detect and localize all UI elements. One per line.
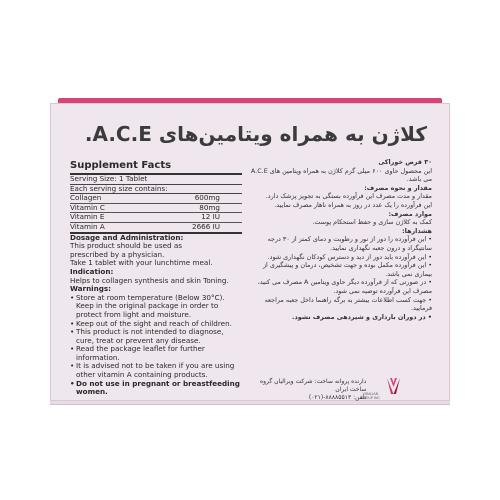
facts-name: Vitamin E	[70, 212, 105, 222]
warning-item: • Read the package leaflet for further information.	[70, 345, 242, 362]
persian-dosage-line: مقدار و مدت مصرف این فرآورده بستگی به تجویز پزشک دارد.	[265, 192, 432, 201]
serving-size: Serving Size: 1 Tablet	[70, 175, 242, 185]
facts-amount: 2666 IU	[192, 221, 220, 231]
phone-number: تلفن: ۸۸۸۸۵۵۱۳-(۰۲۱)	[308, 394, 367, 401]
persian-warning: • این فرآورده باید دور از دید و دسترس کودکان نگهداری شود.	[248, 253, 432, 262]
persian-usage-text: کمک به کلاژن سازی و حفظ استحکام پوست.	[312, 218, 432, 227]
dosage-heading: Dosage and Administration:	[70, 232, 184, 242]
persian-warning: • این فرآورده را دور از نور و رطوبت و دمای کمتر از ۳۰ درجه سانتیگراد و درون جعبه نگهداری نمایید.	[248, 235, 432, 252]
dosage-line: prescribed by a physician.	[70, 249, 165, 259]
facts-amount: 600mg	[194, 193, 220, 203]
persian-warnings-heading: هشدارها:	[402, 226, 432, 235]
facts-row-vitamin-a	[70, 223, 242, 234]
facts-amount: 80mg	[199, 202, 220, 212]
persian-intro: این محصول حاوی ۶۰۰ میلی گرم کلاژن به همراه ویتامین های A.C.E می باشد.	[250, 166, 432, 184]
persian-dosage-heading: مقدار و نحوه مصرف:	[364, 183, 432, 192]
persian-warning: • در دوران بارداری و شیردهی مصرف نشود.	[248, 313, 432, 322]
indication-heading: Indication:	[70, 266, 114, 276]
persian-warning: • این فرآورده مکمل بوده و جهت تشخیص، درمان و پیشگیری از بیماری نمی باشد.	[248, 261, 432, 278]
dosage-line: This product should be used as	[70, 241, 182, 251]
warning-item: • This product is not intended to diagnose, cure, treat or prevent any disease.	[70, 328, 242, 345]
persian-column	[248, 158, 432, 321]
english-column	[70, 160, 242, 397]
serving-contains: Each serving size contains:	[70, 185, 242, 195]
supplement-facts-heading: Supplement Facts	[70, 160, 242, 175]
made-in: ساخت ایران	[335, 386, 367, 393]
warnings-heading: Warnings:	[70, 284, 112, 294]
facts-name: Collagen	[70, 193, 102, 203]
warning-item: • Store at room temperature (Below 30°C). Keep in the original package in order to protect from light and moisture.	[70, 294, 242, 320]
persian-usage-heading: موارد مصرف:	[388, 209, 432, 218]
box-bottom-edge	[50, 401, 450, 405]
facts-amount: 12 IU	[201, 212, 220, 222]
viralian-logo-icon	[387, 378, 400, 394]
manufacturer-info	[260, 378, 366, 402]
warning-item: • Do not use in pregnant or breastfeeding women.	[70, 380, 242, 397]
persian-warning: • جهت کسب اطلاعات بیشتر به برگه راهنما داخل جعبه مراجعه فرمایید.	[248, 296, 432, 313]
logo-text: VIRALIAN GROUP INC	[360, 392, 380, 400]
dosage-line: Take 1 tablet with your lunchtime meal.	[70, 258, 213, 268]
facts-name: Vitamin A	[70, 221, 105, 231]
warnings-list	[70, 294, 242, 397]
warning-item: • It is advised not to be taken if you are using other vitamin A containing products.	[70, 362, 242, 379]
warning-item: • Keep out of the sight and reach of children.	[70, 320, 242, 329]
manufacturer-block	[260, 378, 436, 400]
facts-name: Vitamin C	[70, 202, 105, 212]
persian-warning: • در صورتی که از فرآورده دیگر حاوی ویتامین A مصرف می کنید، مصرف این فرآورده توصیه نمی شود.	[248, 278, 432, 295]
tablet-count: ۳۰ قرص خوراکی	[378, 158, 432, 166]
persian-dosage-line: این فرآورده را یک عدد در روز به همراه ناهار مصرف نمایید.	[274, 200, 432, 209]
manufacturer-license: دارنده پروانه ساخت: شرکت ویرالیان گروه	[260, 378, 367, 385]
indication-text: Helps to collagen synthesis and skin Toning.	[70, 275, 229, 285]
product-title: کلاژن به همراه ویتامین‌های A.C.E.	[84, 122, 427, 146]
